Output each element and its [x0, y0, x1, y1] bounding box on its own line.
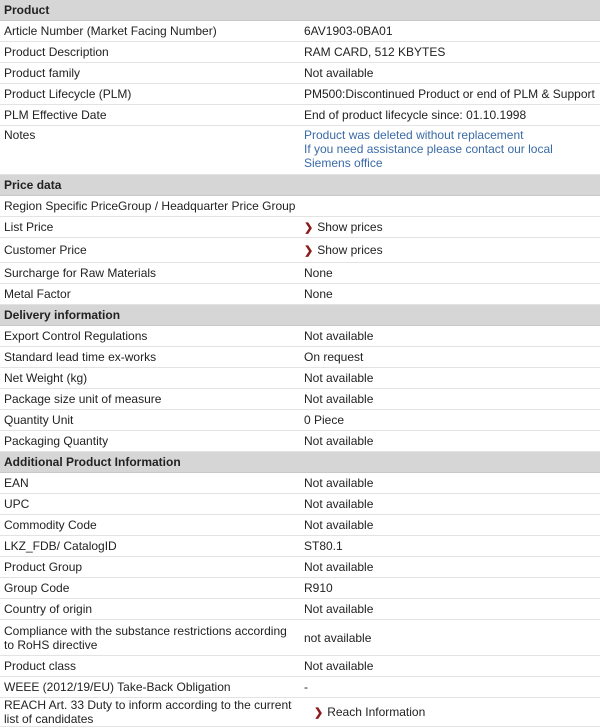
row-label: Metal Factor — [0, 284, 300, 305]
row-label: Surcharge for Raw Materials — [0, 263, 300, 284]
reach-information-link[interactable]: Reach Information — [327, 704, 426, 719]
row-value: On request — [300, 347, 600, 368]
row-value: 0 Piece — [300, 410, 600, 431]
row-value: Not available — [300, 557, 600, 578]
table-row — [0, 656, 600, 677]
row-label: Product class — [0, 656, 300, 677]
row-label: LKZ_FDB/ CatalogID — [0, 536, 300, 557]
table-row-notes — [0, 126, 600, 175]
row-label: WEEE (2012/19/EU) Take-Back Obligation — [0, 677, 300, 698]
table-row — [0, 238, 600, 263]
reach-value — [300, 698, 600, 727]
table-row — [0, 557, 600, 578]
row-value: Not available — [300, 494, 600, 515]
table-row — [0, 217, 600, 238]
table-row — [0, 42, 600, 63]
row-value: R910 — [300, 578, 600, 599]
table-row — [0, 473, 600, 494]
table-row — [0, 63, 600, 84]
row-label: Product Description — [0, 42, 300, 63]
table-row — [0, 515, 600, 536]
row-label: List Price — [0, 217, 300, 238]
row-label: Product Group — [0, 557, 300, 578]
section-title: Product — [0, 0, 600, 21]
table-row — [0, 196, 600, 217]
show-prices-link[interactable]: Show prices — [317, 219, 383, 234]
table-row — [0, 263, 600, 284]
chevron-right-icon: ❯ — [314, 706, 324, 719]
notes-link-assistance[interactable]: If you need assistance please contact our local — [304, 142, 553, 156]
table-row — [0, 536, 600, 557]
section-header-additional — [0, 452, 600, 473]
row-label: Compliance with the substance restrictions according to RoHS directive — [0, 620, 300, 656]
row-label: Notes — [0, 126, 300, 175]
article-number-value: 6AV1903-0BA01 — [300, 21, 600, 42]
row-value: not available — [300, 620, 600, 656]
notes-link-office[interactable]: Siemens office — [304, 156, 383, 170]
row-label: UPC — [0, 494, 300, 515]
table-row — [0, 105, 600, 126]
table-row — [0, 578, 600, 599]
row-label: Article Number (Market Facing Number) — [0, 21, 300, 42]
row-value: None — [300, 263, 600, 284]
section-header-delivery — [0, 305, 600, 326]
table-row — [0, 494, 600, 515]
row-label: Customer Price — [0, 238, 300, 263]
row-label: Standard lead time ex-works — [0, 347, 300, 368]
customer-price-value — [300, 238, 600, 263]
row-value: Not available — [300, 389, 600, 410]
chevron-right-icon: ❯ — [304, 221, 314, 234]
row-value: Not available — [300, 515, 600, 536]
section-title: Additional Product Information — [0, 452, 600, 473]
product-description-value: RAM CARD, 512 KBYTES — [300, 42, 600, 63]
show-prices-link[interactable]: Show prices — [317, 242, 383, 257]
table-row — [0, 347, 600, 368]
row-label: Export Control Regulations — [0, 326, 300, 347]
table-row — [0, 368, 600, 389]
row-label: Group Code — [0, 578, 300, 599]
table-row — [0, 84, 600, 105]
list-price-value — [300, 217, 600, 238]
row-label: Quantity Unit — [0, 410, 300, 431]
row-label: Commodity Code — [0, 515, 300, 536]
table-row — [0, 620, 600, 656]
row-value: Not available — [300, 63, 600, 84]
table-row — [0, 410, 600, 431]
section-header-price — [0, 175, 600, 196]
row-label: Country of origin — [0, 599, 300, 620]
row-label: Product Lifecycle (PLM) — [0, 84, 300, 105]
row-label: Product family — [0, 63, 300, 84]
row-value: Not available — [300, 599, 600, 620]
row-value: Not available — [300, 431, 600, 452]
row-label: Package size unit of measure — [0, 389, 300, 410]
plm-value: PM500:Discontinued Product or end of PLM & Support — [300, 84, 600, 105]
row-value: Not available — [300, 473, 600, 494]
row-value: ST80.1 — [300, 536, 600, 557]
section-title: Delivery information — [0, 305, 600, 326]
row-label: Packaging Quantity — [0, 431, 300, 452]
row-value: Not available — [300, 656, 600, 677]
table-row — [0, 284, 600, 305]
table-row — [0, 326, 600, 347]
row-label: Region Specific PriceGroup / Headquarter Price Group — [0, 196, 600, 217]
row-value: Not available — [300, 326, 600, 347]
row-value: Not available — [300, 368, 600, 389]
row-label: EAN — [0, 473, 300, 494]
plm-date-value: End of product lifecycle since: 01.10.1998 — [300, 105, 600, 126]
notes-link-deleted[interactable]: Product was deleted without replacement — [304, 128, 524, 142]
row-label: REACH Art. 33 Duty to inform according to the current list of candidates — [0, 698, 300, 727]
chevron-right-icon: ❯ — [304, 244, 314, 257]
section-title: Price data — [0, 175, 600, 196]
table-row — [0, 21, 600, 42]
notes-value — [300, 126, 600, 175]
section-header-product — [0, 0, 600, 21]
row-label: Net Weight (kg) — [0, 368, 300, 389]
row-label: PLM Effective Date — [0, 105, 300, 126]
row-value: - — [300, 677, 600, 698]
table-row — [0, 677, 600, 698]
table-row — [0, 431, 600, 452]
row-value: None — [300, 284, 600, 305]
table-row — [0, 599, 600, 620]
table-row — [0, 698, 600, 727]
table-row — [0, 389, 600, 410]
